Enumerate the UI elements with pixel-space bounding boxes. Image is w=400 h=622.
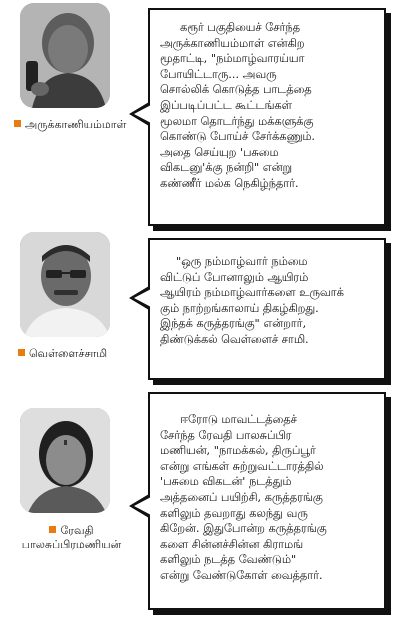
caption-text: வெள்ளைச்சாமி xyxy=(29,347,108,360)
quote-line: 'பசுமை விகடன்' நடத்தும் xyxy=(160,475,292,489)
quote-bubble-vellaichami xyxy=(148,238,386,380)
quote-line: கரூர் பகுதியைச் சேர்ந்த xyxy=(180,21,300,34)
caption-revathi xyxy=(4,524,139,552)
caption-vellaichami xyxy=(18,347,107,362)
quote-line: விகடனு'க்கு நன்றி" என்று xyxy=(160,161,292,175)
bubble-tail-fill xyxy=(134,497,151,515)
quote-line: கண்ணீர் மல்க நெகிழ்ந்தார். xyxy=(160,176,299,190)
caption-marker-square xyxy=(14,120,21,127)
caption-text-line2: பாலசுப்பிரமணியன் xyxy=(21,538,122,551)
caption-text: அருக்காணியம்மாள் xyxy=(25,118,127,131)
quote-line: மூதாட்டி, "நம்மாழ்வாரய்யா xyxy=(160,52,305,66)
quote-line: கொண்டு போய்ச் சேர்க்கணும். xyxy=(160,130,315,144)
bubble-tail-fill xyxy=(134,289,151,307)
quote-line: களை சின்னச்சின்ன கிராமங் xyxy=(160,537,304,551)
bubble-tail-fill xyxy=(134,105,151,123)
quote-line: ஈரோடு மாவட்டத்தைச் xyxy=(180,413,297,426)
quote-line: "ஒரு நம்மாழ்வார் நம்மை xyxy=(176,255,308,268)
portrait-photo-vellaichami xyxy=(20,232,110,337)
portrait-photo-revathi xyxy=(20,408,110,513)
quote-line: மணியன், "நாமக்கல், திருப்பூர் xyxy=(160,444,316,458)
quote-line: அத்தனைப் பயிற்சி, கருத்தரங்கு xyxy=(160,490,323,504)
quote-line: விட்டுப் போனாலும் ஆயிரம் xyxy=(160,270,309,284)
portrait-photo-arukkaniyammal xyxy=(20,3,110,108)
quote-line: சொல்லிக் கொடுத்த பாடத்தை xyxy=(160,83,312,97)
quote-line: என்று வேண்டுகோள் வைத்தார். xyxy=(160,568,323,582)
caption-text-line1: ரேவதி xyxy=(60,524,94,537)
quote-line: சேர்ந்த ரேவதி பாலசுப்பிர xyxy=(160,428,292,442)
quote-line: கிறேன். இதுபோன்ற கருத்தரங்கு xyxy=(160,522,327,536)
quote-line: மூலமா தொடர்ந்து மக்களுக்கு xyxy=(160,114,314,128)
caption-marker-square xyxy=(18,349,25,356)
quote-line: என்று எங்கள் சுற்றுவட்டாரத்தில் xyxy=(160,459,324,473)
quote-line: அதை செய்யுற 'பசுமை xyxy=(160,145,279,159)
quote-line: களிலும் தவறாது கலந்து வரு xyxy=(160,506,308,520)
caption-arukkaniyammal xyxy=(14,118,126,133)
quote-line: கும் நாற்றங்காலாய் திகழ்கிறது. xyxy=(160,301,319,315)
caption-marker-square xyxy=(49,526,56,533)
quote-line: திண்டுக்கல் வெள்ளைச் சாமி. xyxy=(160,332,309,346)
quote-line: அருக்காணியம்மாள் என்கிற xyxy=(160,36,305,50)
quote-line: இப்படிப்பட்ட கூட்டங்கள் xyxy=(160,98,292,112)
quote-bubble-arukkaniyammal xyxy=(148,8,386,226)
quote-line: இந்தக் கருத்தரங்கு" என்றார், xyxy=(160,317,307,331)
quote-line: போயிட்டாரு... அவரு xyxy=(160,67,277,81)
quote-line: களிலும் நடத்த வேண்டும்" xyxy=(160,553,297,567)
quote-bubble-revathi xyxy=(148,392,386,610)
quote-line: ஆயிரம் நம்மாழ்வார்களை உருவாக் xyxy=(160,286,344,300)
